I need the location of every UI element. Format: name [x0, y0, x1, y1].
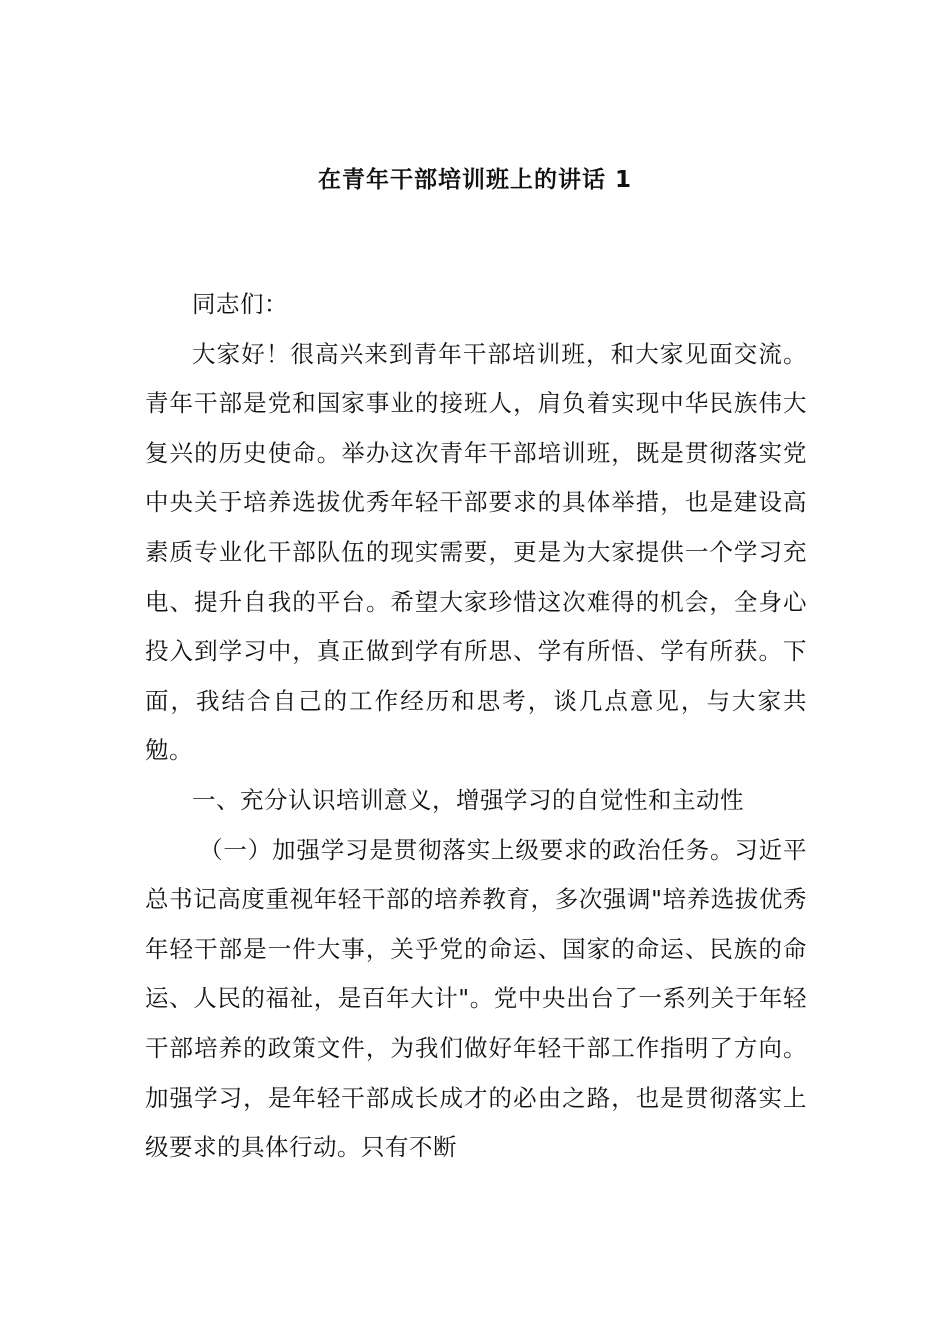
document-title: 在青年干部培训班上的讲话 1	[317, 167, 632, 193]
subsection-paragraph-1: （一）加强学习是贯彻落实上级要求的政治任务。习近平总书记高度重视年轻干部的培养教育，多次强调"培养选拔优秀年轻干部是一件大事，关乎党的命运、国家的命运、民族的命运、人民的福祉，是百年大计"。党中央出台了一系列关于年轻干部培养的政策文件，为我们做好年轻干部工作指明了方向。加强学习，是年轻干部成长成才的必由之路，也是贯彻落实上级要求的具体行动。只有不断	[145, 835, 807, 1162]
paragraph-opening: 大家好！很高兴来到青年干部培训班，和大家见面交流。青年干部是党和国家事业的接班人，肩负着实现中华民族伟大复兴的历史使命。举办这次青年干部培训班，既是贯彻落实党中央关于培养选拔优秀年轻干部要求的具体举措，也是建设高素质专业化干部队伍的现实需要，更是为大家提供一个学习充电、提升自我的平台。希望大家珍惜这次难得的机会，全身心投入到学习中，真正做到学有所思、学有所悟、学有所获。下面，我结合自己的工作经历和思考，谈几点意见，与大家共勉。	[145, 339, 807, 765]
section-heading-1: 一、充分认识培训意义，增强学习的自觉性和主动性	[192, 785, 744, 814]
document-body	[145, 280, 807, 1173]
salutation: 同志们：	[192, 290, 288, 318]
